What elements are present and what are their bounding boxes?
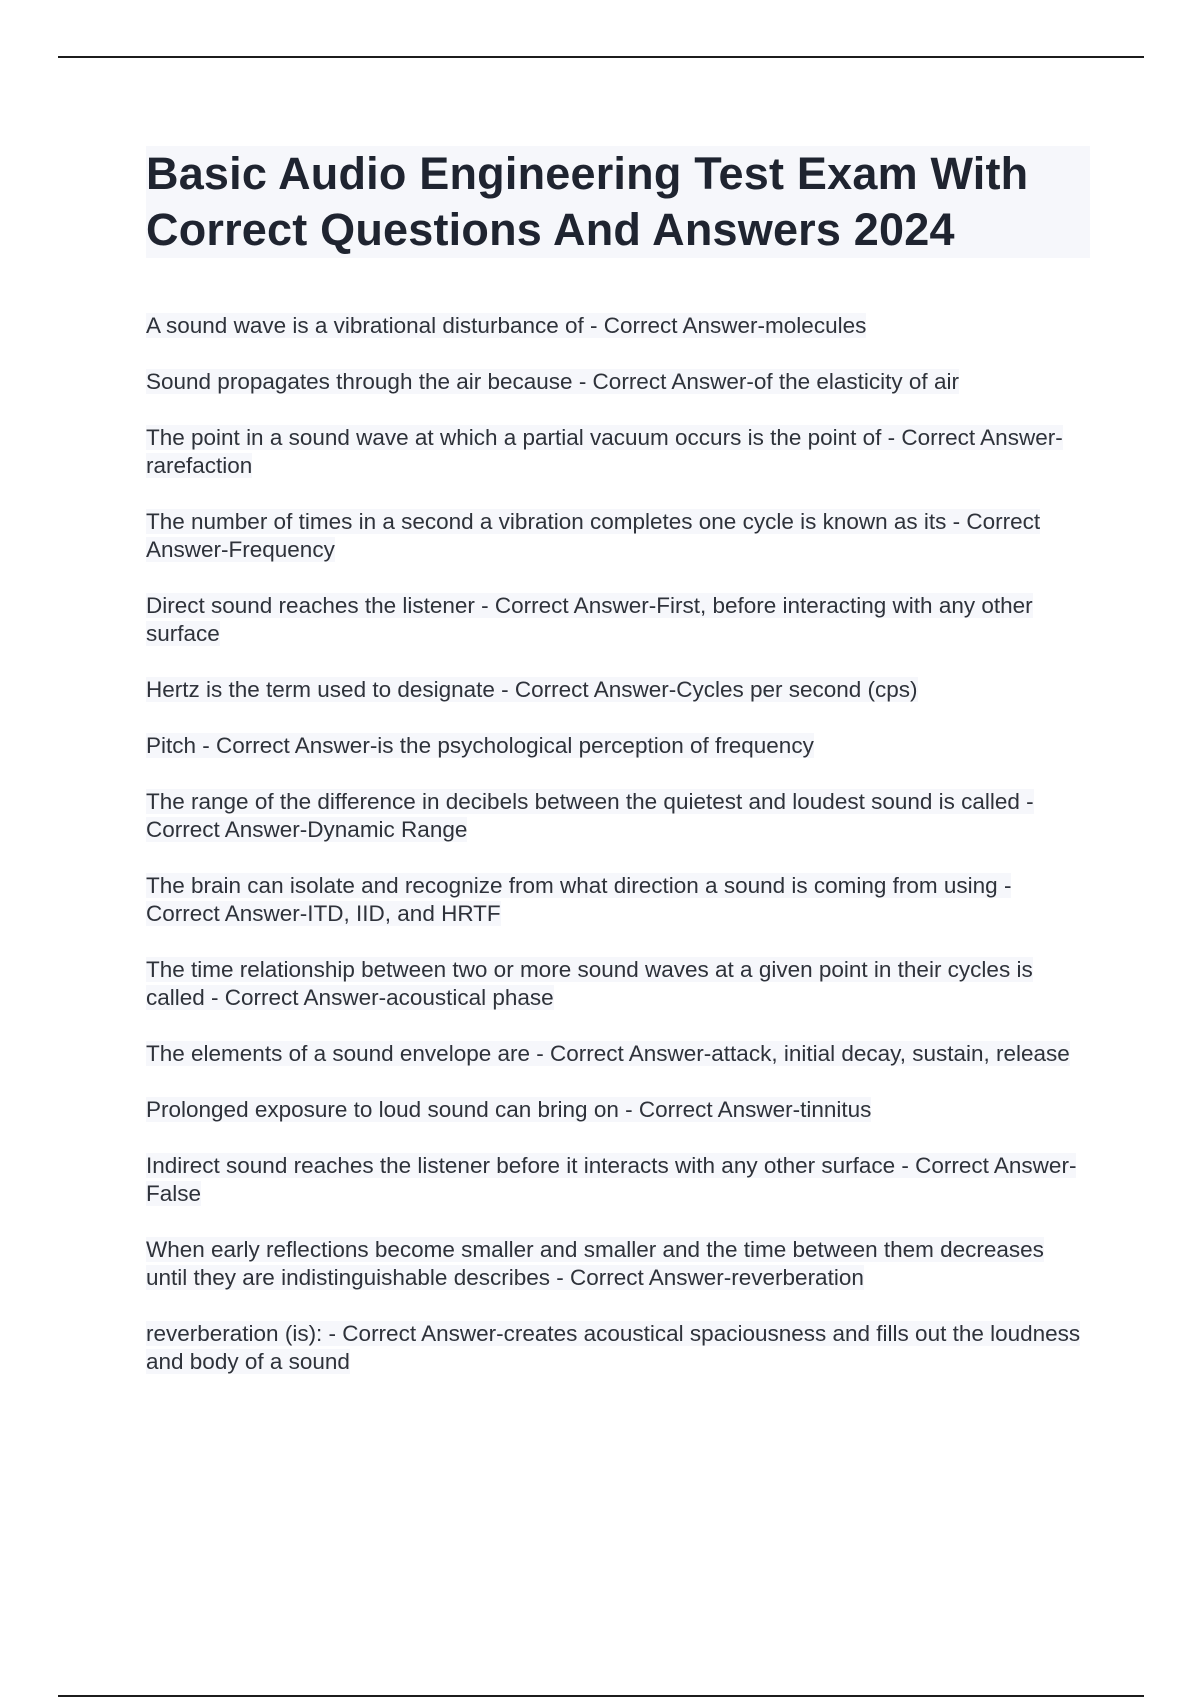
qa-text: A sound wave is a vibrational disturbance of - Correct Answer-molecules [146,313,867,338]
qa-text: When early reflections become smaller and smaller and the time between them decreases until they are indistinguishable describes - Correct Answer-reverberation [146,1237,1044,1290]
qa-text: The range of the difference in decibels between the quietest and loudest sound is called - Correct Answer-Dynamic Range [146,789,1034,842]
qa-item [146,956,1090,1012]
document-body [146,146,1090,1374]
qa-text: Indirect sound reaches the listener before it interacts with any other surface - Correct Answer-False [146,1153,1077,1206]
qa-text: The point in a sound wave at which a partial vacuum occurs is the point of - Correct Answer-rarefaction [146,425,1063,478]
qa-item [146,788,1090,844]
qa-item [146,1236,1090,1292]
qa-text: Pitch - Correct Answer-is the psychological perception of frequency [146,733,814,758]
qa-item [146,592,1090,648]
document-title: Basic Audio Engineering Test Exam With Correct Questions And Answers 2024 [146,148,1029,255]
qa-item [146,1040,1090,1068]
qa-text: Sound propagates through the air because - Correct Answer-of the elasticity of air [146,369,959,394]
qa-text: Direct sound reaches the listener - Correct Answer-First, before interacting with any other surface [146,593,1033,646]
qa-item [146,424,1090,480]
bottom-rule [58,1695,1144,1697]
qa-item [146,872,1090,928]
qa-item [146,676,1090,704]
qa-item [146,732,1090,760]
qa-text: The elements of a sound envelope are - Correct Answer-attack, initial decay, sustain, release [146,1041,1070,1066]
qa-list [146,312,1090,1404]
top-rule [58,56,1144,58]
qa-item [146,312,1090,340]
qa-text: The brain can isolate and recognize from what direction a sound is coming from using - Correct Answer-ITD, IID, and HRTF [146,873,1012,926]
qa-text: Hertz is the term used to designate - Correct Answer-Cycles per second (cps) [146,677,918,702]
qa-item [146,1096,1090,1124]
qa-text: Prolonged exposure to loud sound can bring on - Correct Answer-tinnitus [146,1097,872,1122]
qa-text: The number of times in a second a vibration completes one cycle is known as its - Correct Answer-Frequency [146,509,1041,562]
qa-item [146,1320,1090,1376]
qa-item [146,368,1090,396]
qa-text: reverberation (is): - Correct Answer-creates acoustical spaciousness and fills out the loudness and body of a sound [146,1321,1081,1374]
qa-item [146,1152,1090,1208]
qa-item [146,508,1090,564]
qa-text: The time relationship between two or more sound waves at a given point in their cycles is called - Correct Answer-acoustical phase [146,957,1033,1010]
title-block [146,146,1090,258]
